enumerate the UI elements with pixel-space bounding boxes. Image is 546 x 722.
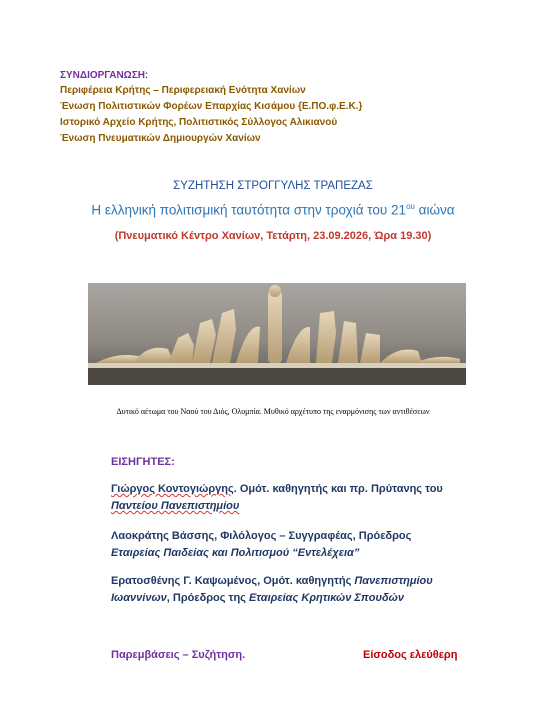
speaker-institution-b: Εταιρείας Κρητικών Σπουδών [248,592,404,604]
speaker-entry [111,528,471,562]
speaker-name: Γιώργος Κοντογιώργης [111,483,234,495]
free-entry-note: Είσοδος ελεύθερη [363,649,458,661]
organizer-line: Ένωση Πνευματικών Δημιουργών Χανίων [60,133,261,144]
speaker-institution: Παντείου Πανεπιστημίου [111,500,240,512]
speaker-entry [111,573,471,607]
organizer-line: Περιφέρεια Κρήτης – Περιφερειακή Ενότητα Χανίων [60,85,306,96]
organizer-line: Ένωση Πολιτιστικών Φορέων Επαρχίας Κισάμου {Ε.ΠΟ.φ.Ε.Κ.} [60,101,363,112]
speaker-name: Λαοκράτης Βάσσης [111,530,215,542]
event-type: ΣΥΖΗΤΗΣΗ ΣΤΡΟΓΓΥΛΗΣ ΤΡΑΠΕΖΑΣ [173,180,373,192]
topic-end: αιώνα [414,202,455,218]
speaker-role: , Φιλόλογος – Συγγραφέας, Πρόεδρος [214,530,412,542]
speaker-institution: Πανεπιστημίου Ιωαννίνων [111,575,433,604]
venue-datetime: (Πνευματικό Κέντρο Χανίων, Τετάρτη, 23.09.2026, Ώρα 19.30) [114,230,432,242]
speaker-name: Ερατοσθένης Γ. Καψωμένος [111,575,258,587]
topic-sup: ου [406,202,415,211]
organizers-heading: ΣΥΝΔΙΟΡΓΑΝΩΣΗ: [60,70,149,81]
speaker-role: , Ομότ. καθηγητής [257,575,352,587]
speakers-heading: ΕΙΣΗΓΗΤΕΣ: [111,456,175,468]
event-topic [0,202,546,218]
discussion-note: Παρεμβάσεις – Συζήτηση. [111,649,246,661]
pediment-photo [88,283,466,385]
speaker-role-b: , Πρόεδρος της [166,592,246,604]
speaker-entry [111,481,471,515]
topic-main: Η ελληνική πολιτισμική ταυτότητα στην τροχιά του 21 [91,202,407,218]
photo-caption: Δυτικό αέτωμα του Ναού του Διός, Ολυμπία. Μυθικό αρχέτυπο της εναρμόνισης των αντιθέσεων [116,407,430,416]
organizer-line: Ιστορικό Αρχείο Κρήτης, Πολιτιστικός Σύλλογος Αλικιανού [60,117,338,128]
speaker-institution: Εταιρείας Παιδείας και Πολιτισμού “Εντελέχεια” [111,547,360,559]
speaker-role: . Ομότ. καθηγητής και πρ. Πρύτανης του [233,483,443,495]
